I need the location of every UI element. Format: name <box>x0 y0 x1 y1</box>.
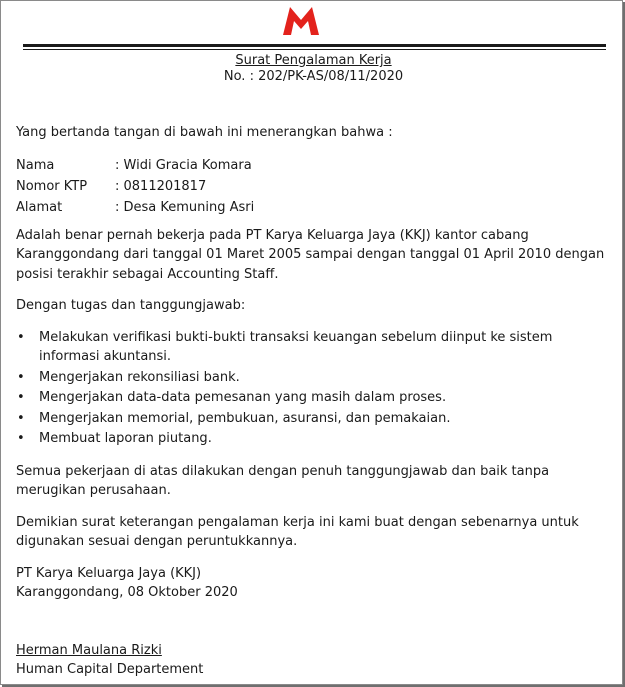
bullet-icon: • <box>17 390 25 405</box>
info-value: : 0811201817 <box>115 178 207 194</box>
info-label: Nama <box>16 157 55 173</box>
info-row-name <box>16 155 616 176</box>
company-logo-icon <box>281 5 321 37</box>
bullet-icon: • <box>17 410 25 426</box>
info-value: : Desa Kemuning Asri <box>115 199 255 215</box>
duties-list <box>16 328 616 449</box>
company-name: PT Karya Keluarga Jaya (KKJ) <box>16 565 202 581</box>
closing-paragraph-declaration: Demikian surat keterangan pengalaman kerja ini kami buat dengan sebenarnya untuk digunakan sesuai dengan peruntukkannya. <box>16 514 579 549</box>
bullet-icon: • <box>17 431 25 446</box>
letter-number: No. : 202/PK-AS/08/11/2020 <box>223 69 404 84</box>
list-item <box>16 429 616 449</box>
place-date: Karanggondang, 08 Oktober 2020 <box>16 585 238 600</box>
duty-text: Mengerjakan memorial, pembukuan, asuransi, dan pemakaian. <box>39 410 451 426</box>
signatory-name: Herman Maulana Rizki <box>16 642 162 658</box>
letter-body <box>16 123 616 680</box>
info-label: Nomor KTP <box>16 178 88 194</box>
logo-m-shape <box>283 7 319 35</box>
list-item <box>16 388 616 408</box>
duty-text: Membuat laporan piutang. <box>39 431 212 446</box>
header-divider-thick <box>23 44 606 47</box>
list-item <box>16 368 616 388</box>
employee-info <box>16 155 616 218</box>
employment-statement: Adalah benar pernah bekerja pada PT Karya Keluarga Jaya (KKJ) kantor cabang Karanggondang dari tanggal 01 Maret 2005 sampai dengan tanggal 01 April 2010 dengan posisi terakhir sebagai Accounting Staff. <box>16 227 605 282</box>
info-row-address <box>16 197 616 218</box>
list-item <box>16 328 616 367</box>
bullet-icon: • <box>17 329 25 345</box>
info-label: Alamat <box>16 199 63 215</box>
letter-title: Surat Pengalaman Kerja <box>235 53 392 68</box>
signatory-title: Human Capital Departement <box>16 662 204 677</box>
info-row-ktp <box>16 176 616 197</box>
duty-text: Mengerjakan rekonsiliasi bank. <box>39 369 240 385</box>
duty-text: Mengerjakan data-data pemesanan yang masih dalam proses. <box>39 390 447 405</box>
bullet-icon: • <box>17 369 25 385</box>
duties-heading: Dengan tugas dan tanggungjawab: <box>16 298 246 313</box>
closing-paragraph-responsibility: Semua pekerjaan di atas dilakukan dengan penuh tanggungjawab dan baik tanpa merugikan perusahaan. <box>16 463 550 498</box>
header-divider-thin <box>23 49 606 50</box>
duty-text: Melakukan verifikasi bukti-bukti transaksi keuangan sebelum diinput ke sistem informasi akuntansi. <box>39 329 553 364</box>
intro-text: Yang bertanda tangan di bawah ini menerangkan bahwa : <box>16 125 393 140</box>
list-item <box>16 409 616 429</box>
info-value: : Widi Gracia Komara <box>115 157 252 173</box>
letter-title-block <box>1 53 625 85</box>
